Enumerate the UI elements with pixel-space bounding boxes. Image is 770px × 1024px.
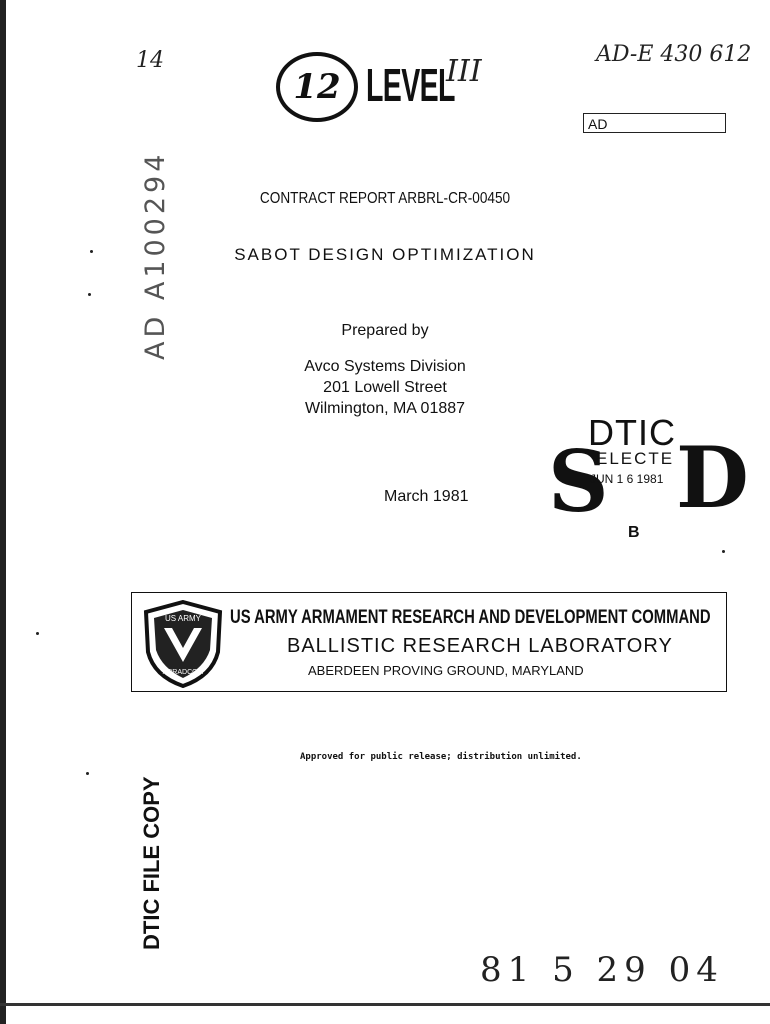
command-name: US ARMY ARMAMENT RESEARCH AND DEVELOPMENT COMMAND <box>230 607 711 628</box>
level-roman-numeral: III <box>446 54 482 89</box>
file-copy-stamp: DTIC FILE COPY <box>139 776 164 950</box>
address-line-2: 201 Lowell Street <box>323 379 447 396</box>
scan-bottom-rule <box>0 1003 770 1006</box>
scan-speck <box>90 250 93 253</box>
ad-box-label: AD <box>588 116 608 132</box>
address-line-3: Wilmington, MA 01887 <box>304 400 466 417</box>
command-banner <box>131 592 727 692</box>
stamp-date: JUN 1 6 1981 <box>590 472 664 486</box>
prepared-by-label: Prepared by <box>341 322 429 339</box>
ad-box <box>583 113 726 133</box>
emblem-bottom-text: ARRADCOM <box>162 669 204 676</box>
side-accession-number: AD A100294 <box>140 150 171 360</box>
stamp-letter-b: B <box>628 524 640 541</box>
circled-number-text: 12 <box>293 67 341 107</box>
address-line-1: Avco Systems Division <box>304 358 466 375</box>
distribution-statement: Approved for public release; distribution unlimited. <box>300 752 582 762</box>
stamp-letter-d: D <box>676 428 749 527</box>
laboratory-location: ABERDEEN PROVING GROUND, MARYLAND <box>308 663 584 678</box>
scan-speck <box>36 632 39 635</box>
contract-report-number: CONTRACT REPORT ARBRL-CR-00450 <box>259 190 511 207</box>
handwritten-mark-top-left: 14 <box>136 48 164 73</box>
scan-speck <box>88 293 91 296</box>
handwritten-accession-number: AD-E 430 612 <box>596 42 752 67</box>
bottom-date-stamp: 81 5 29 04 <box>480 950 724 990</box>
stamp-letter-s: S <box>548 432 609 531</box>
report-title: SABOT DESIGN OPTIMIZATION <box>234 245 536 264</box>
report-date: March 1981 <box>384 488 469 505</box>
emblem-top-text: US ARMY <box>164 614 202 623</box>
stamp-dtic: DTIC <box>588 412 676 453</box>
circled-number <box>276 52 358 122</box>
arradcom-emblem-icon <box>142 600 224 688</box>
stamp-electe: ELECTE <box>596 449 675 468</box>
level-stamp: LEVEL <box>366 59 455 111</box>
preparer-address <box>0 356 770 419</box>
scan-speck <box>86 772 89 775</box>
dtic-electe-stamp <box>548 412 749 531</box>
scan-speck <box>722 550 725 553</box>
scan-left-edge <box>0 0 6 1024</box>
laboratory-name: BALLISTIC RESEARCH LABORATORY <box>287 635 673 657</box>
